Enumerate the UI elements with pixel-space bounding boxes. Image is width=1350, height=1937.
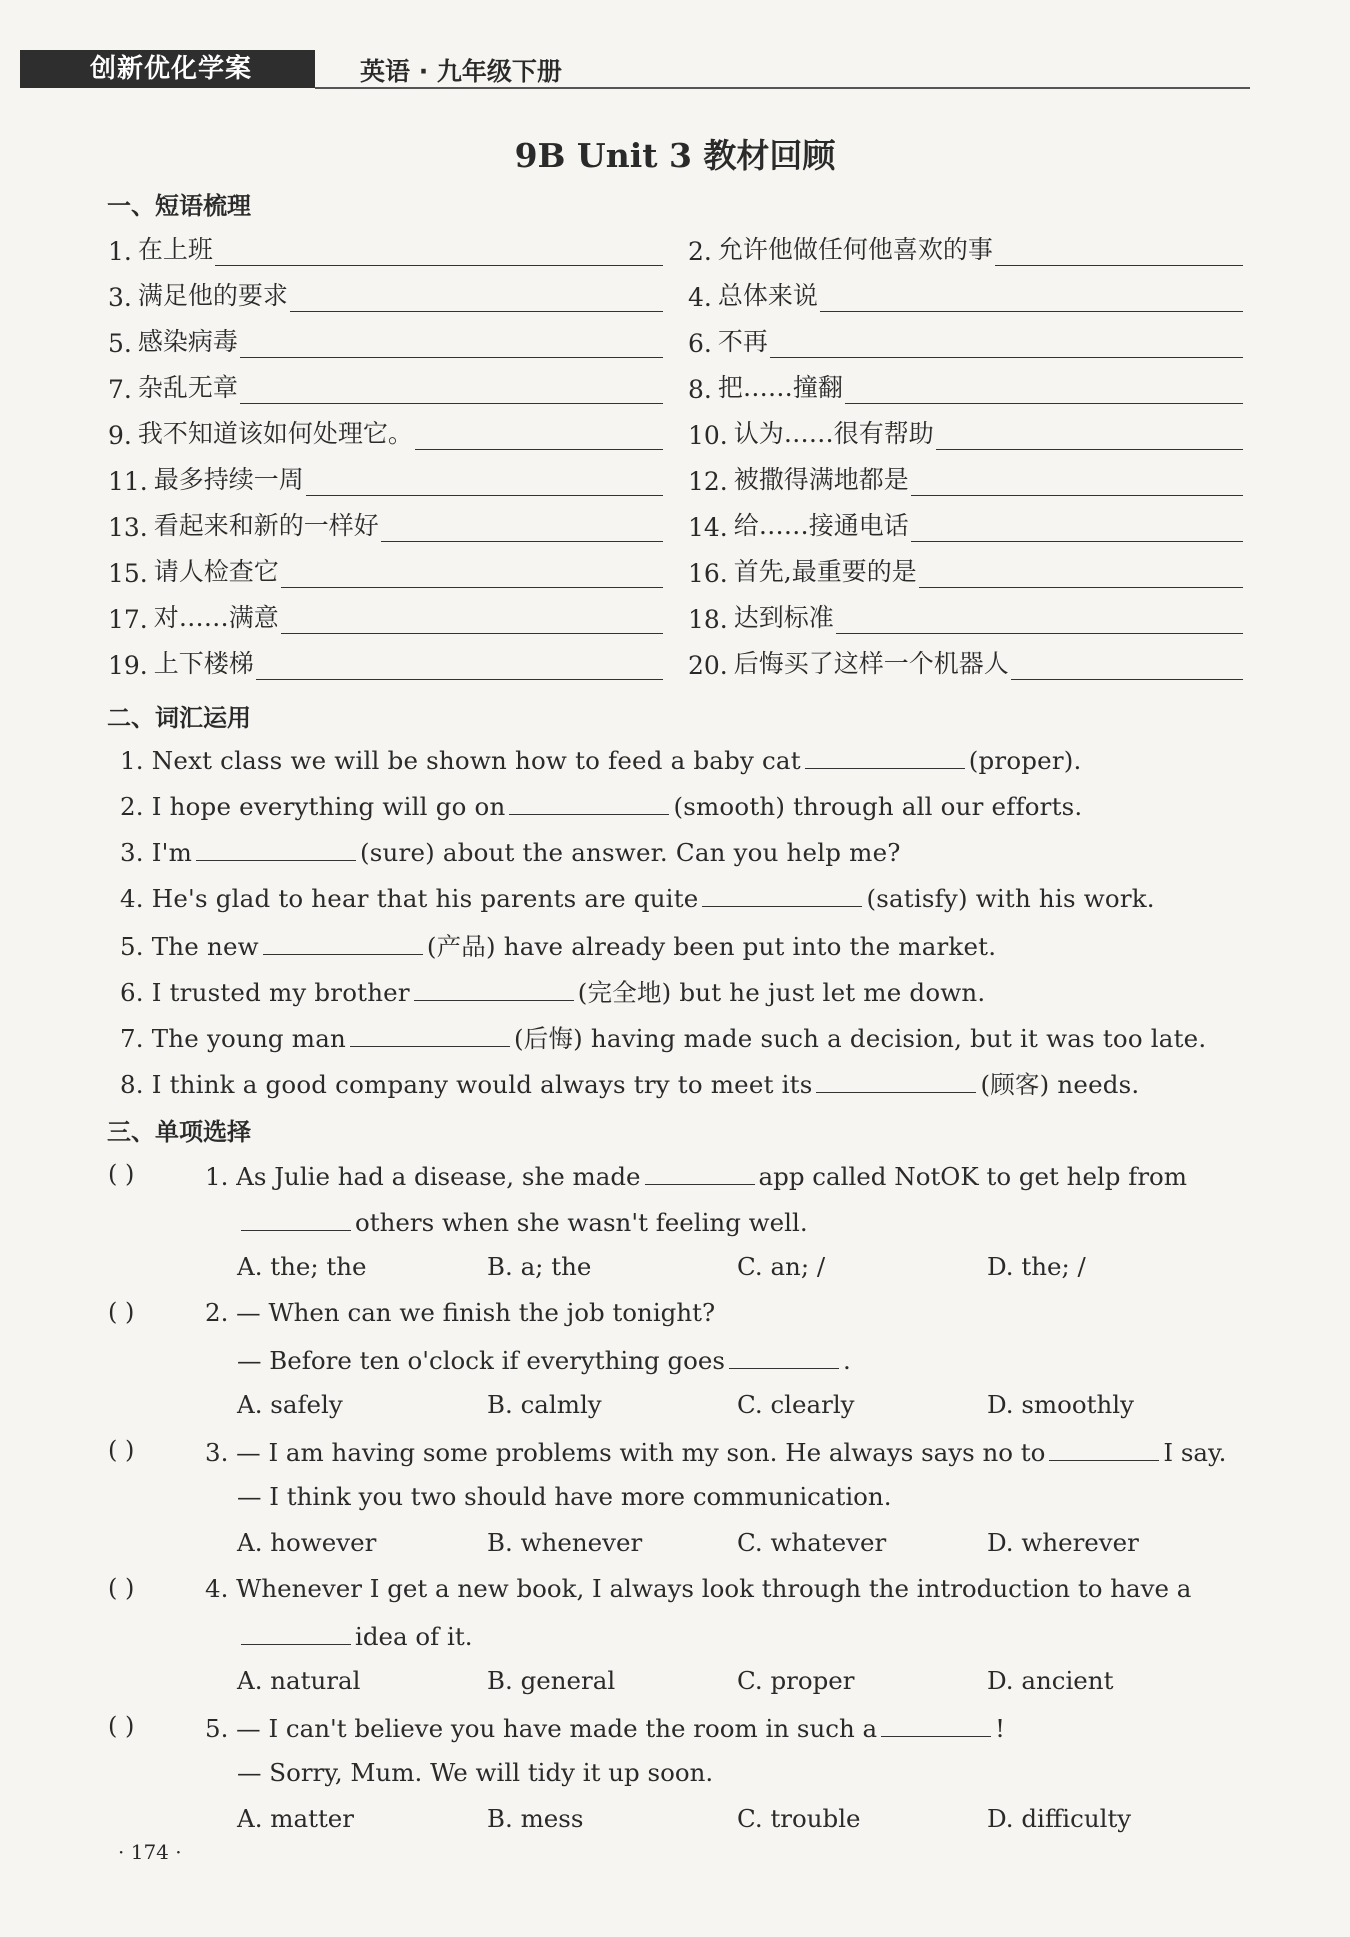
vocab-item: 6. I trusted my brother (完全地) but he just let me down. [120,978,986,1007]
answer-blank[interactable] [702,882,862,907]
phrase-item: 4. 总体来说 [688,274,1243,312]
phrase-item: 18. 达到标准 [688,596,1243,634]
answer-blank [645,1160,755,1185]
question-line: — Before ten o'clock if everything goes . [237,1346,851,1375]
brand-logo: 创新优化学案 [20,50,315,88]
answer-bracket[interactable]: ( ) [108,1160,135,1188]
header-divider [315,87,1250,89]
phrase-item: 10. 认为……很有帮助 [688,412,1243,450]
answer-blank[interactable] [770,327,1243,358]
answer-blank[interactable] [1011,649,1243,680]
vocab-item: 3. I'm (sure) about the answer. Can you help me? [120,838,901,867]
option-d[interactable]: D. wherever [987,1528,1139,1557]
option-c[interactable]: C. proper [737,1666,855,1695]
phrase-item: 8. 把……撞翻 [688,366,1243,404]
answer-blank[interactable] [281,557,663,588]
option-b[interactable]: B. general [487,1666,616,1695]
answer-blank[interactable] [415,419,663,450]
section-heading-vocab: 二、词汇运用 [107,704,251,732]
option-a[interactable]: A. the; the [237,1252,367,1281]
answer-blank[interactable] [381,511,663,542]
phrase-item: 19. 上下楼梯 [108,642,663,680]
option-d[interactable]: D. ancient [987,1666,1114,1695]
answer-blank [881,1712,991,1737]
page-number: · 174 · [118,1840,182,1864]
answer-blank[interactable] [196,836,356,861]
page-header [20,50,1250,90]
answer-blank[interactable] [845,373,1243,404]
answer-blank[interactable] [919,557,1243,588]
phrase-item: 1. 在上班 [108,228,663,266]
option-b[interactable]: B. a; the [487,1252,592,1281]
phrase-item: 11. 最多持续一周 [108,458,663,496]
phrase-item: 6. 不再 [688,320,1243,358]
phrase-item: 3. 满足他的要求 [108,274,663,312]
question-line: 1. As Julie had a disease, she made app called NotOK to get help from [205,1162,1188,1191]
option-b[interactable]: B. calmly [487,1390,602,1419]
answer-blank[interactable] [281,603,663,634]
phrase-item: 16. 首先,最重要的是 [688,550,1243,588]
answer-blank[interactable] [836,603,1243,634]
vocab-item: 5. The new (产品) have already been put into the market. [120,932,997,961]
section-heading-choice: 三、单项选择 [107,1118,251,1146]
phrase-item: 5. 感染病毒 [108,320,663,358]
answer-bracket[interactable]: ( ) [108,1712,135,1740]
option-c[interactable]: C. an; / [737,1252,826,1281]
vocab-item: 2. I hope everything will go on (smooth) through all our efforts. [120,792,1083,821]
option-a[interactable]: A. safely [237,1390,343,1419]
phrase-item: 15. 请人检查它 [108,550,663,588]
answer-blank[interactable] [995,235,1243,266]
answer-blank[interactable] [509,790,669,815]
answer-bracket[interactable]: ( ) [108,1574,135,1602]
question-line: — Sorry, Mum. We will tidy it up soon. [237,1758,714,1787]
option-d[interactable]: D. the; / [987,1252,1086,1281]
option-a[interactable]: A. matter [237,1804,355,1833]
question-line: 3. — I am having some problems with my son. He always says no to I say. [205,1438,1227,1467]
option-a[interactable]: A. natural [237,1666,361,1695]
option-b[interactable]: B. whenever [487,1528,643,1557]
phrase-item: 7. 杂乱无章 [108,366,663,404]
question-line: 4. Whenever I get a new book, I always look through the introduction to have a [205,1574,1192,1603]
page-title: 9B Unit 3 教材回顾 [514,136,836,175]
question-line: — I think you two should have more communication. [237,1482,892,1511]
answer-blank[interactable] [306,465,663,496]
answer-blank[interactable] [290,281,663,312]
answer-blank[interactable] [816,1068,976,1093]
answer-blank[interactable] [350,1022,510,1047]
answer-blank[interactable] [936,419,1243,450]
option-c[interactable]: C. clearly [737,1390,855,1419]
phrase-item: 17. 对……满意 [108,596,663,634]
phrase-item: 13. 看起来和新的一样好 [108,504,663,542]
answer-blank[interactable] [414,976,574,1001]
vocab-item: 7. The young man (后悔) having made such a decision, but it was too late. [120,1024,1207,1053]
option-c[interactable]: C. whatever [737,1528,887,1557]
option-c[interactable]: C. trouble [737,1804,861,1833]
phrase-item: 9. 我不知道该如何处理它。 [108,412,663,450]
answer-blank[interactable] [240,373,663,404]
answer-blank[interactable] [911,465,1243,496]
vocab-item: 1. Next class we will be shown how to feed a baby cat (proper). [120,746,1082,775]
answer-blank[interactable] [820,281,1243,312]
answer-blank[interactable] [215,235,663,266]
vocab-item: 4. He's glad to hear that his parents are quite (satisfy) with his work. [120,884,1155,913]
option-a[interactable]: A. however [237,1528,377,1557]
option-d[interactable]: D. difficulty [987,1804,1132,1833]
answer-blank [729,1344,839,1369]
subject-label: 英语 · 九年级下册 [360,57,562,86]
answer-bracket[interactable]: ( ) [108,1436,135,1464]
section-heading-phrases: 一、短语梳理 [107,192,251,220]
answer-blank[interactable] [805,744,965,769]
phrase-item: 14. 给……接通电话 [688,504,1243,542]
question-line: 5. — I can't believe you have made the room in such a ! [205,1714,1006,1743]
phrase-item: 20. 后悔买了这样一个机器人 [688,642,1243,680]
question-line: 2. — When can we finish the job tonight? [205,1298,716,1327]
answer-blank[interactable] [240,327,663,358]
phrase-item: 2. 允许他做任何他喜欢的事 [688,228,1243,266]
answer-blank [1049,1436,1159,1461]
phrase-item: 12. 被撒得满地都是 [688,458,1243,496]
answer-blank [241,1206,351,1231]
vocab-item: 8. I think a good company would always try to meet its (顾客) needs. [120,1070,1140,1099]
answer-bracket[interactable]: ( ) [108,1298,135,1326]
answer-blank[interactable] [263,930,423,955]
option-b[interactable]: B. mess [487,1804,584,1833]
question-line: idea of it. [237,1620,473,1651]
answer-blank [241,1620,351,1645]
answer-blank[interactable] [256,649,663,680]
answer-blank[interactable] [911,511,1243,542]
question-line: others when she wasn't feeling well. [237,1206,808,1237]
option-d[interactable]: D. smoothly [987,1390,1134,1419]
